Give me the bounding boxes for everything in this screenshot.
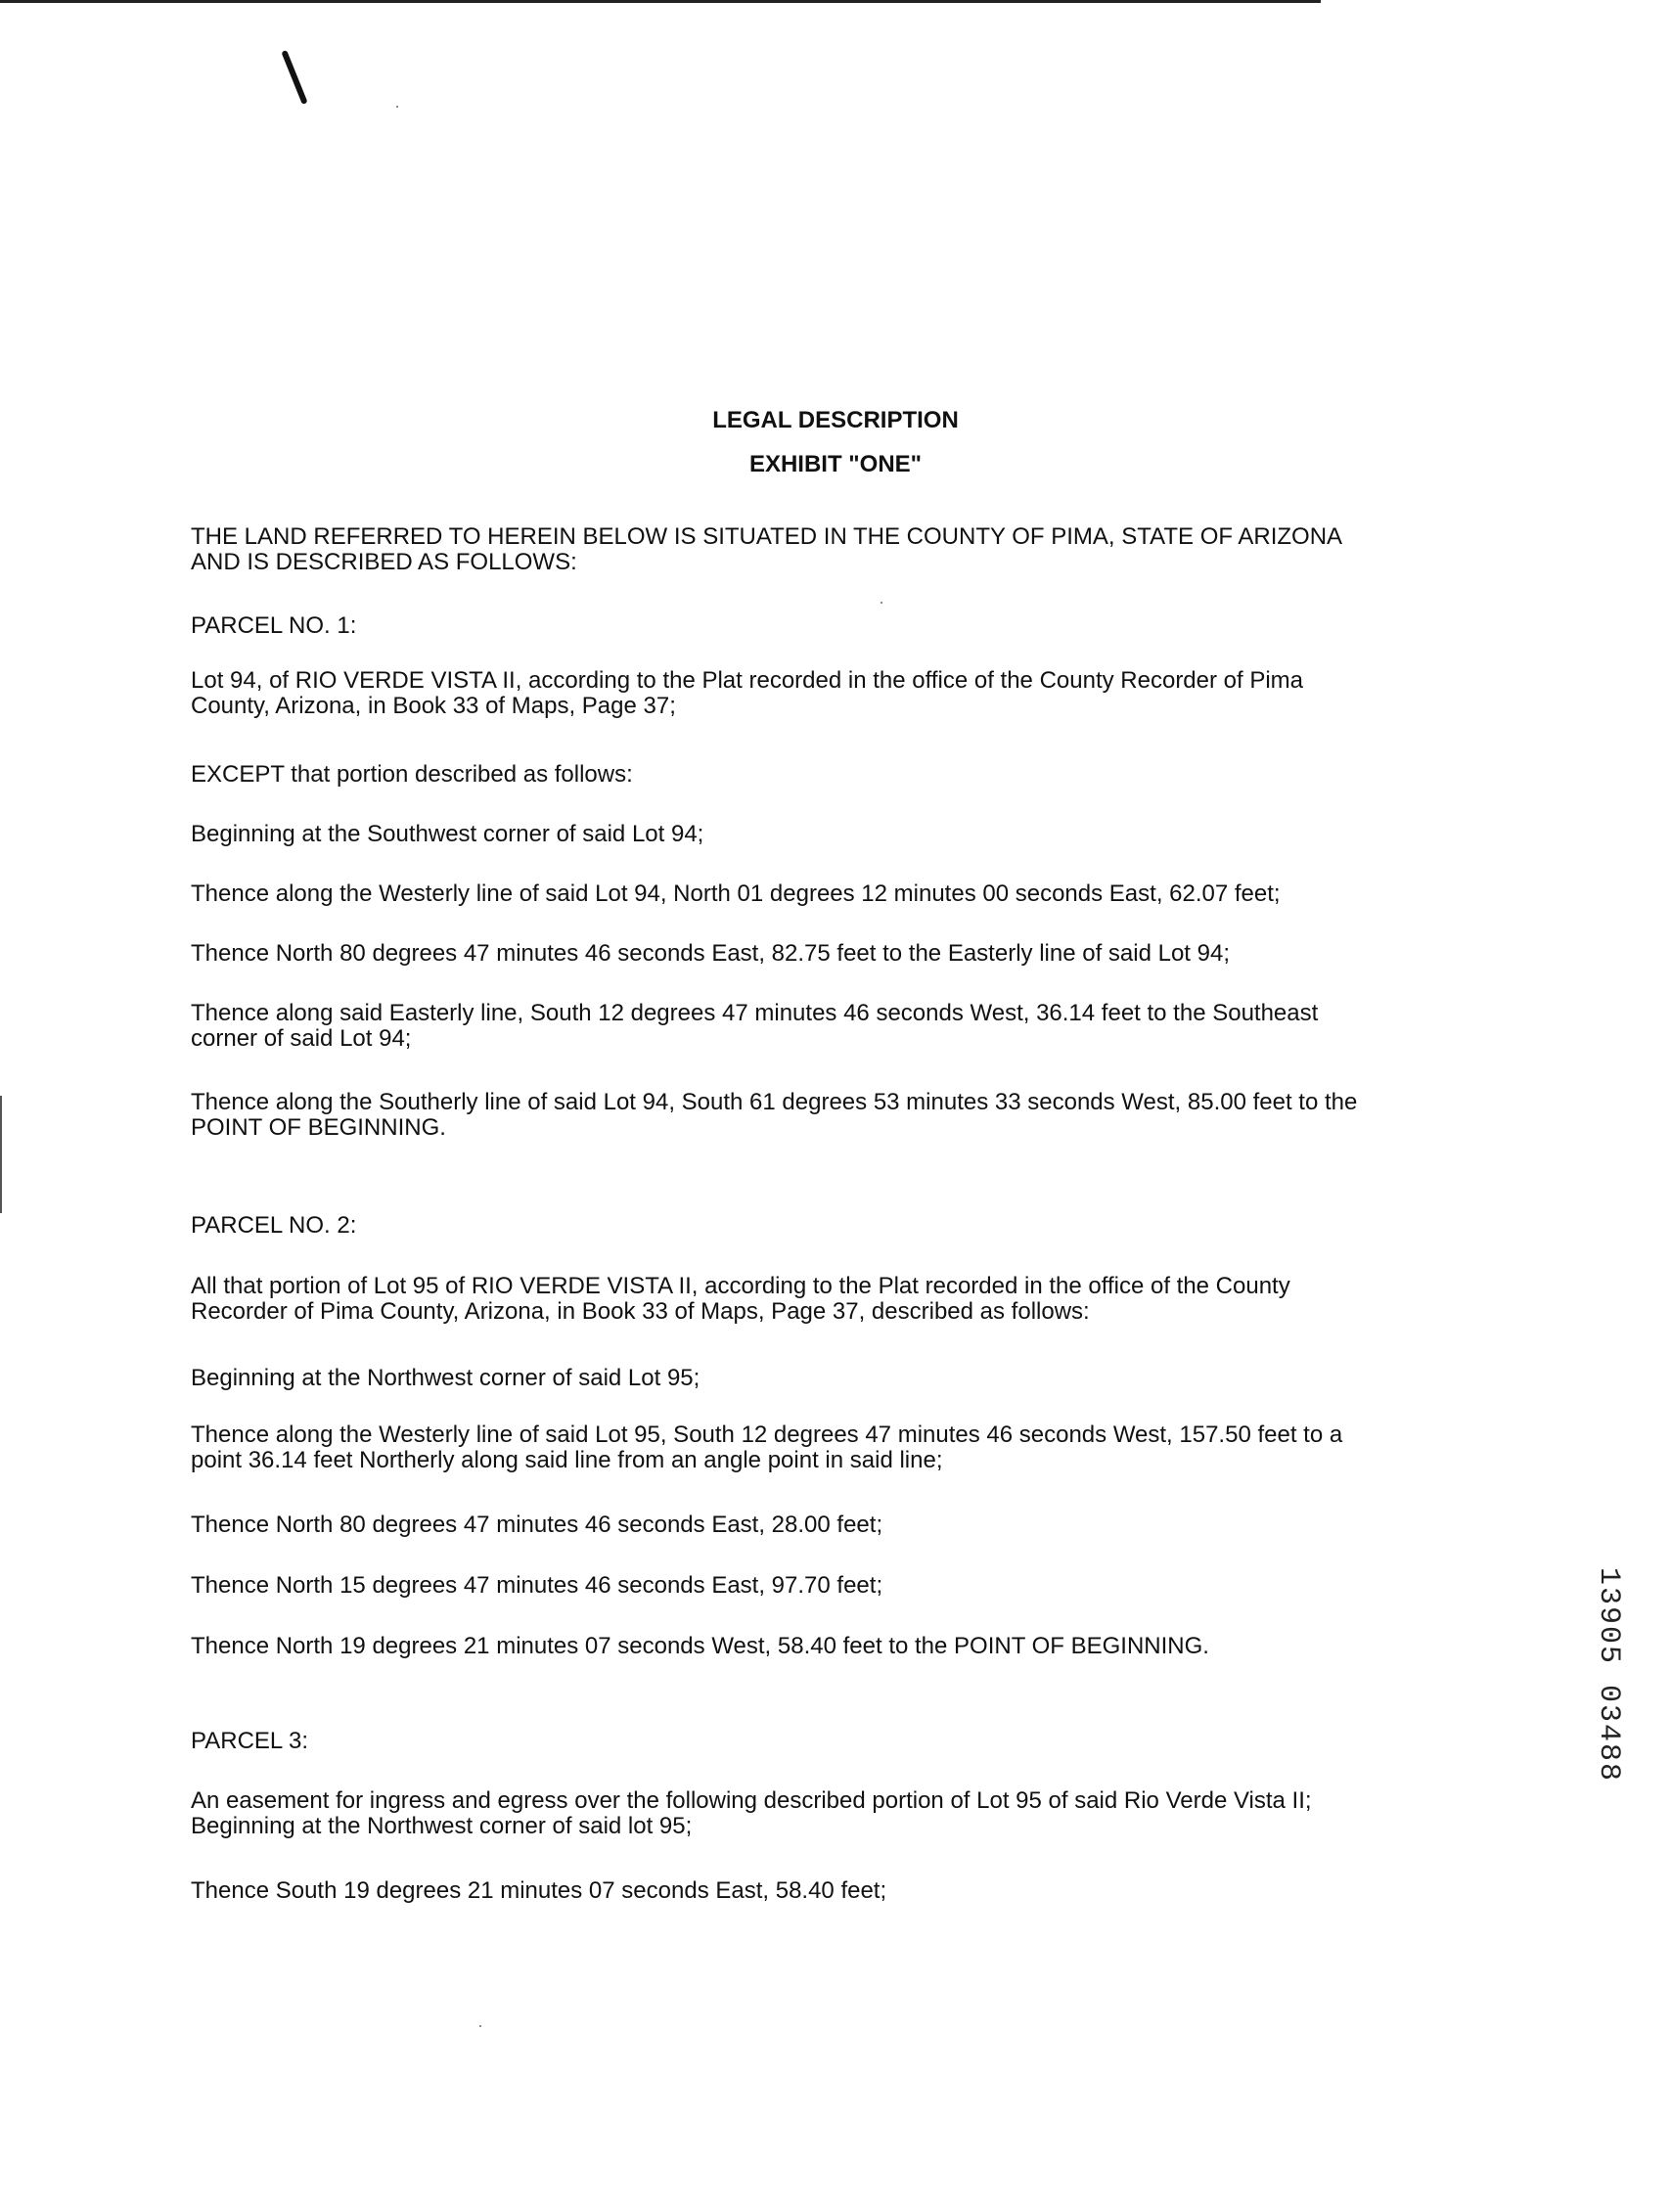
parcel2-beginning-paragraph: Beginning at the Northwest corner of said Lot 95; [191,1365,700,1391]
parcel3-easement-paragraph: An easement for ingress and egress over the following described portion of Lot 95 of said Rio Verde Vista II; Beginning at the Northwest corner of said lot 95; [191,1787,1312,1839]
parcel2-course-1: Thence along the Westerly line of said Lot 95, South 12 degrees 47 minutes 46 seconds West, 157.50 feet to a point 36.14 feet Northerly along said line from an angle point in said line; [191,1422,1343,1473]
parcel2-course-2: Thence North 80 degrees 47 minutes 46 seconds East, 28.00 feet; [191,1512,883,1538]
scan-speck [881,602,882,604]
scan-speck [396,106,398,108]
document-title: LEGAL DESCRIPTION [712,407,959,433]
parcel1-heading: PARCEL NO. 1: [191,612,357,639]
parcel2-course-4: Thence North 19 degrees 21 minutes 07 seconds West, 58.40 feet to the POINT OF BEGINNING. [191,1633,1209,1659]
parcel1-lot-paragraph: Lot 94, of RIO VERDE VISTA II, according to the Plat recorded in the office of the County Recorder of Pima County, Arizona, in Book 33 of Maps, Page 37; [191,667,1304,719]
intro-paragraph: THE LAND REFERRED TO HEREIN BELOW IS SITUATED IN THE COUNTY OF PIMA, STATE OF ARIZONA AND IS DESCRIBED AS FOLLOWS: [191,523,1343,575]
parcel1-course-4: Thence along the Southerly line of said Lot 94, South 61 degrees 53 minutes 33 seconds West, 85.00 feet to the POINT OF BEGINNING. [191,1089,1358,1141]
parcel2-course-3: Thence North 15 degrees 47 minutes 46 seconds East, 97.70 feet; [191,1572,883,1599]
recording-number: 13905 03488 [1592,1567,1625,1783]
document-subtitle: EXHIBIT "ONE" [748,451,923,477]
parcel1-course-1: Thence along the Westerly line of said Lot 94, North 01 degrees 12 minutes 00 seconds East, 62.07 feet; [191,880,1281,907]
parcel3-course-1: Thence South 19 degrees 21 minutes 07 seconds East, 58.40 feet; [191,1877,887,1904]
parcel2-heading: PARCEL NO. 2: [191,1212,357,1239]
parcel1-except-paragraph: EXCEPT that portion described as follows: [191,761,633,788]
scan-top-border [0,0,1321,3]
parcel1-course-2: Thence North 80 degrees 47 minutes 46 seconds East, 82.75 feet to the Easterly line of said Lot 94; [191,940,1230,967]
scan-stray-mark [281,50,307,105]
parcel3-heading: PARCEL 3: [191,1728,309,1754]
scan-speck [479,2025,481,2027]
parcel1-beginning-paragraph: Beginning at the Southwest corner of said Lot 94; [191,821,704,847]
parcel2-lot-paragraph: All that portion of Lot 95 of RIO VERDE VISTA II, according to the Plat recorded in the office of the County Recorder of Pima County, Arizona, in Book 33 of Maps, Page 37, described as follows: [191,1273,1290,1325]
scan-left-margin-line [0,1096,2,1213]
parcel1-course-3: Thence along said Easterly line, South 12 degrees 47 minutes 46 seconds West, 36.14 feet to the Southeast corner of said Lot 94; [191,1000,1319,1052]
